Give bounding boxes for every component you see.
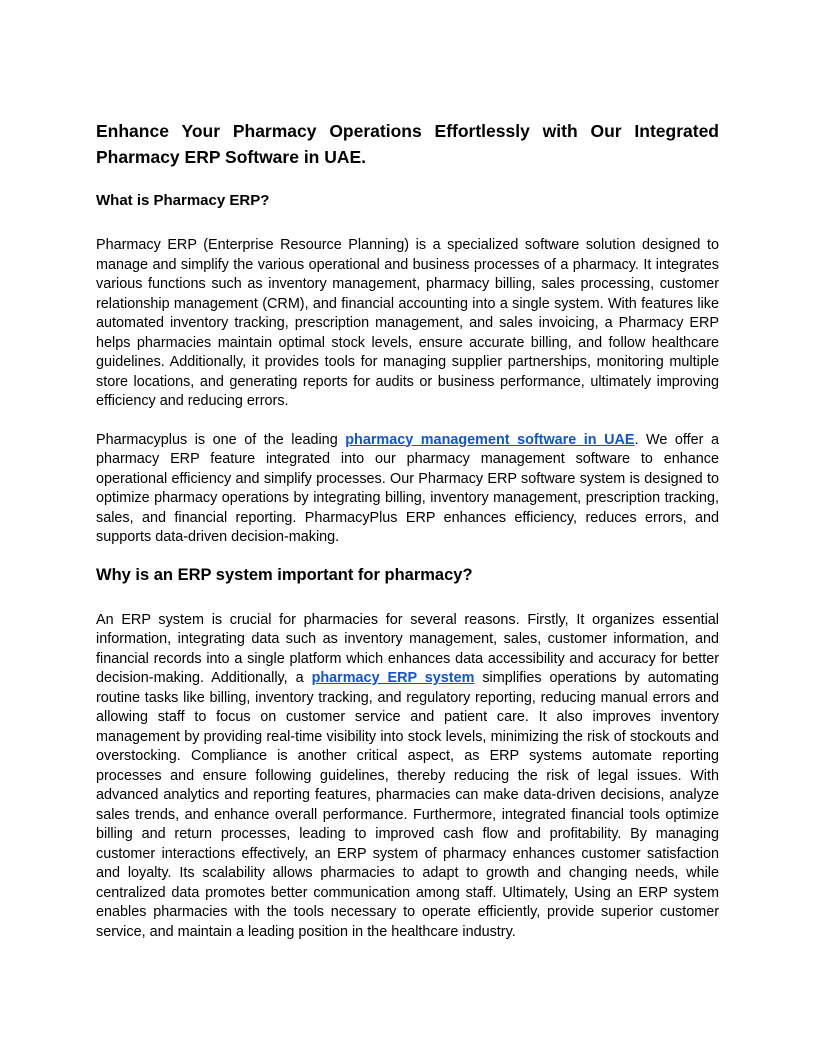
pharmacy-management-software-link[interactable]: pharmacy management software in UAE	[345, 431, 635, 448]
paragraph-pharmacyplus-text-start: Pharmacyplus is one of the leading	[96, 431, 346, 448]
heading-what-is-pharmacy-erp: What is Pharmacy ERP?	[96, 192, 270, 209]
document-title: Enhance Your Pharmacy Operations Effortlessly with Our Integrated Pharmacy ERP Software in UAE.	[96, 121, 719, 167]
paragraph-erp-definition: Pharmacy ERP (Enterprise Resource Planning) is a specialized software solution designed to manage and simplify the various operational and business processes of a pharmacy. It integrates various functions such as inventory management, pharmacy billing, sales processing, customer relationship management (CRM), and financial accounting into a single system. With features like automated inventory tracking, prescription management, and sales invoicing, a Pharmacy ERP helps pharmacies maintain optimal stock levels, ensure accurate billing, and follow healthcare guidelines. Additionally, it provides tools for managing supplier partnerships, monitoring multiple store locations, and generating reports for audits or business performance, ultimately improving efficiency and reducing errors.	[96, 237, 719, 409]
paragraph-erp-importance-text-start: An ERP system is crucial for pharmacies for several reasons. Firstly, It organizes essential information, integrating data such as inventory management, sales, customer information, and financial records into a single platform which enhances data accessibility and accuracy for better decision-making. Additionally, a	[96, 611, 719, 686]
paragraph-erp-importance-text-end: simplifies operations by automating routine tasks like billing, inventory tracking, and regulatory reporting, reducing manual errors and allowing staff to focus on customer service and patient care. It also improves inventory management by providing real-time visibility into stock levels, minimizing the risk of stockouts and overstocking. Compliance is another critical aspect, as ERP systems automate reporting processes and ensure following guidelines, thereby reducing the risk of legal issues. With advanced analytics and reporting features, pharmacies can make data-driven decisions, analyze sales trends, and enhance overall performance. Furthermore, integrated financial tools optimize billing and return processes, leading to improved cash flow and profitability. By managing customer interactions effectively, an ERP system of pharmacy enhances customer satisfaction and loyalty. Its scalability allows pharmacies to adapt to growth and changing needs, while centralized data promotes better communication among staff. Ultimately, Using an ERP system enables pharmacies with the tools necessary to operate efficiently, provide superior customer service, and maintain a leading position in the healthcare industry.	[96, 670, 719, 940]
pharmacy-erp-system-link[interactable]: pharmacy ERP system	[311, 670, 475, 686]
paragraph-pharmacyplus	[96, 431, 719, 548]
document-page	[96, 118, 719, 942]
paragraph-erp-importance	[96, 611, 719, 943]
paragraph-pharmacyplus-text-end: . We offer a pharmacy ERP feature integrated into our pharmacy management software to enhance operational efficiency and simplify processes. Our Pharmacy ERP software system is designed to optimize pharmacy operations by integrating billing, inventory management, prescription tracking, sales, and financial reporting. PharmacyPlus ERP enhances efficiency, reduces errors, and supports data-driven decision-making.	[96, 431, 719, 545]
heading-why-erp-important: Why is an ERP system important for pharmacy?	[96, 565, 473, 584]
